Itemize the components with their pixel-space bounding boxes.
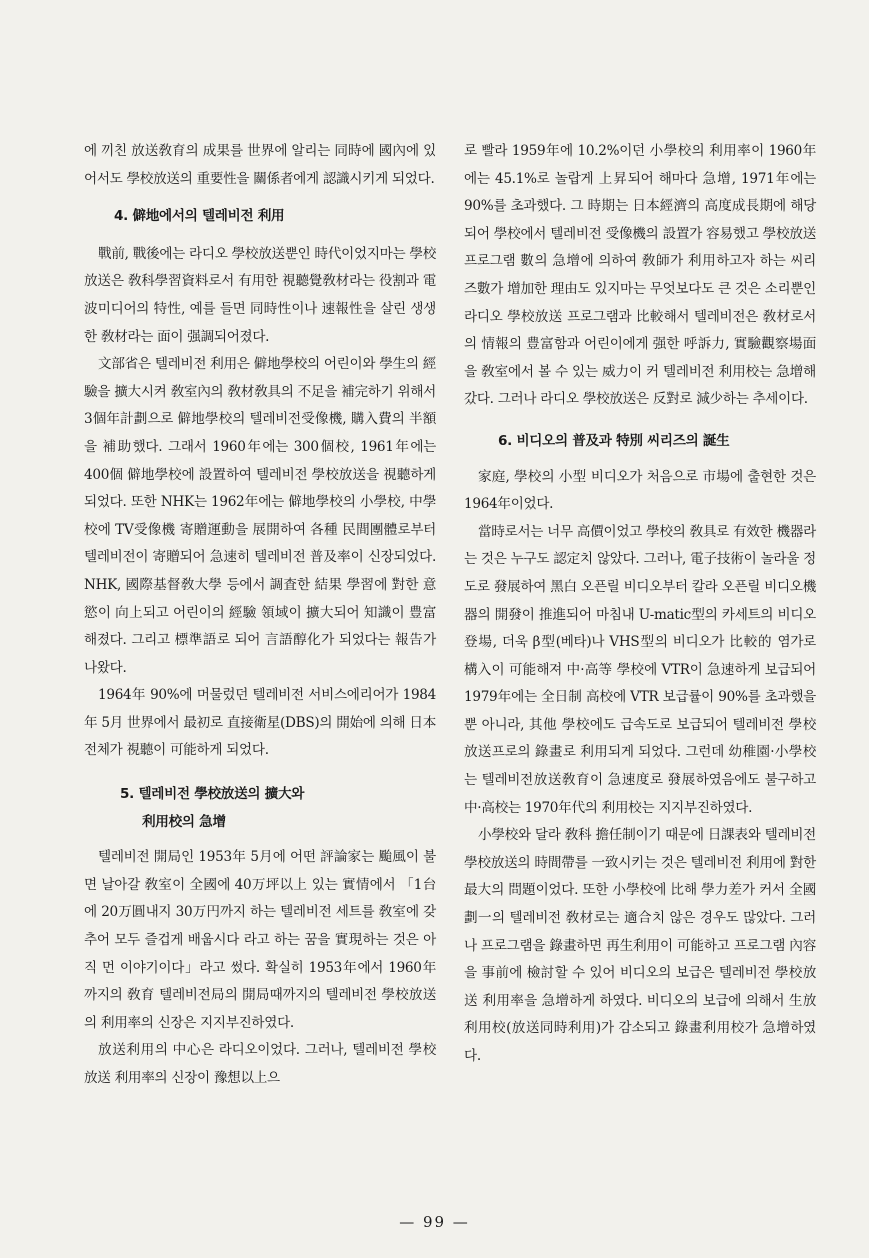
paragraph: 로 빨라 1959年에 10.2%이던 小學校의 利用率이 1960年에는 45.1%로 놀랍게 上昇되어 해마다 急增, 1971年에는 90%를 초과했다. 그 時期는 日本經濟의 高度成長期에 해당되어 學校에서 텔레비전 受像機의 設置가 容易했고 學校放送프로그램 數의 急增에 의하여 敎師가 利用하고자 하는 씨리즈數가 增加한 理由도 있지마는 무엇보다도 큰 것은 소리뿐인 라디오 學校放送 프로그램과 比較해서 텔레비전은 敎材로서의 情報의 豊富함과 어린이에게 强한 呼訴力, 實驗觀察場面을 敎室에서 볼 수 있는 威力이 커 텔레비전 利用校는 急增해 갔다. 그러나 라디오 學校放送은 反對로 減少하는 추세이다. <box>464 143 816 408</box>
paragraph: 文部省은 텔레비전 利用은 僻地學校의 어린이와 學生의 經驗을 擴大시켜 敎室內의 敎材敎具의 不足을 補完하기 위해서 3個年計劃으로 僻地學校의 텔레비전受像機, 購入費의 半額을 補助했다. 그래서 1960年에는 300個校, 1961年에는 400個 僻地學校에 設置하여 텔레비전 學校放送을 視聽하게 되었다. 또한 NHK는 1962年에는 僻地學校의 小學校, 中學校에 TV受像機 寄贈運動을 展開하여 各種 民間團體로부터 텔레비전이 寄贈되어 急速히 텔레비전 普及率이 신장되었다. NHK, 國際基督敎大學 등에서 調査한 結果 學習에 對한 意慾이 向上되고 어린이의 經驗 領域이 擴大되어 知識이 豊富해졌다. 그리고 標準語로 되어 言語醇化가 되었다는 報告가 나왔다. <box>84 356 436 676</box>
paragraph: 텔레비전 開局인 1953年 5月에 어떤 評論家는 颱風이 불면 날아갈 敎室이 全國에 40万坪以上 있는 實情에서 「1台에 20万圓내지 30万円까지 하는 텔레비전 세트를 敎室에 갖추어 모두 즐겁게 배웁시다 라고 하는 꿈을 實現하는 것은 아직 먼 이야기이다」라고 썼다. 확실히 1953年에서 1960年까지의 敎育 텔레비전局의 開局때까지의 텔레비전 學校放送의 利用率의 신장은 지지부진하였다. <box>84 849 436 1031</box>
left-column <box>84 138 436 1093</box>
section-heading-5-line1: 5. 텔레비전 學校放送의 擴大와 <box>120 786 305 803</box>
section-heading-5 <box>84 781 436 836</box>
paragraph: 戰前, 戰後에는 라디오 學校放送뿐인 時代이었지마는 學校放送은 敎科學習資料로서 有用한 視聽覺敎材라는 役割과 電波미디어의 特性, 예를 들면 同時性이나 速報性을 살린 생생한 敎材라는 面이 强調되어졌다. <box>84 245 436 345</box>
paragraph: 當時로서는 너무 高價이었고 學校의 敎具로 有效한 機器라는 것은 누구도 認定치 않았다. 그러나, 電子技術이 놀라울 정도로 發展하여 黑白 오픈릴 비디오부터 칼라 오픈릴 비디오機器의 開發이 推進되어 마침내 U-matic型의 카세트의 비디오 登場, 더욱 β型(베타)나 VHS型의 비디오가 比較的 염가로 構入이 可能해져 中·高等 學校에 VTR이 急速하게 보급되어 1979年에는 全日制 高校에 VTR 보급률이 90%를 초과했을 뿐 아니라, 其他 學校에도 급속도로 보급되어 텔레비전 學校放送프로의 錄畫로 利用되게 되었다. 그런데 幼稚園·小學校는 텔레비전放送敎育이 急速度로 發展하였음에도 불구하고 中·高校는 1970年代의 利用校는 지지부진하였다. <box>464 523 816 816</box>
section-heading-4: 4. 僻地에서의 텔레비전 利用 <box>114 208 285 225</box>
section-heading-6: 6. 비디오의 普及과 特別 씨리즈의 誕生 <box>498 432 730 449</box>
paragraph: 放送利用의 中心은 라디오이었다. 그러나, 텔레비전 學校放送 利用率의 신장이 豫想以上으 <box>84 1042 436 1086</box>
page-number: — 99 — <box>399 1213 470 1231</box>
paragraph: 家庭, 學校의 小型 비디오가 처음으로 市場에 출현한 것은 1964年이었다. <box>464 468 816 513</box>
section-heading-5-line2: 利用校의 急增 <box>142 813 226 830</box>
right-column <box>464 138 816 1071</box>
paragraph: 에 끼친 放送敎育의 成果를 世界에 알리는 同時에 國內에 있어서도 學校放送의 重要性을 關係者에게 認識시키게 되었다. <box>84 143 436 187</box>
paragraph: 小學校와 달라 敎科 擔任制이기 때문에 日課表와 텔레비전 學校放送의 時間帶를 一致시키는 것은 텔레비전 利用에 對한 最大의 問題이었다. 또한 小學校에 比해 學力差가 커서 全國劃一의 텔레비전 敎材로는 適合치 않은 경우도 많았다. 그러나 프로그램을 錄畫하면 再生利用이 可能하고 프로그램 內容을 事前에 檢討할 수 있어 비디오의 보급은 텔레비전 學校放送 利用率을 急增하게 하였다. 비디오의 보급에 의해서 生放利用校(放送同時利用)가 감소되고 錄畫利用校가 急增하였다. <box>464 827 816 1064</box>
paragraph: 1964年 90%에 머물렀던 텔레비전 서비스에리어가 1984年 5月 世界에서 最初로 直接衛星(DBS)의 開始에 의해 日本 전체가 視聽이 可能하게 되었다. <box>84 687 436 759</box>
